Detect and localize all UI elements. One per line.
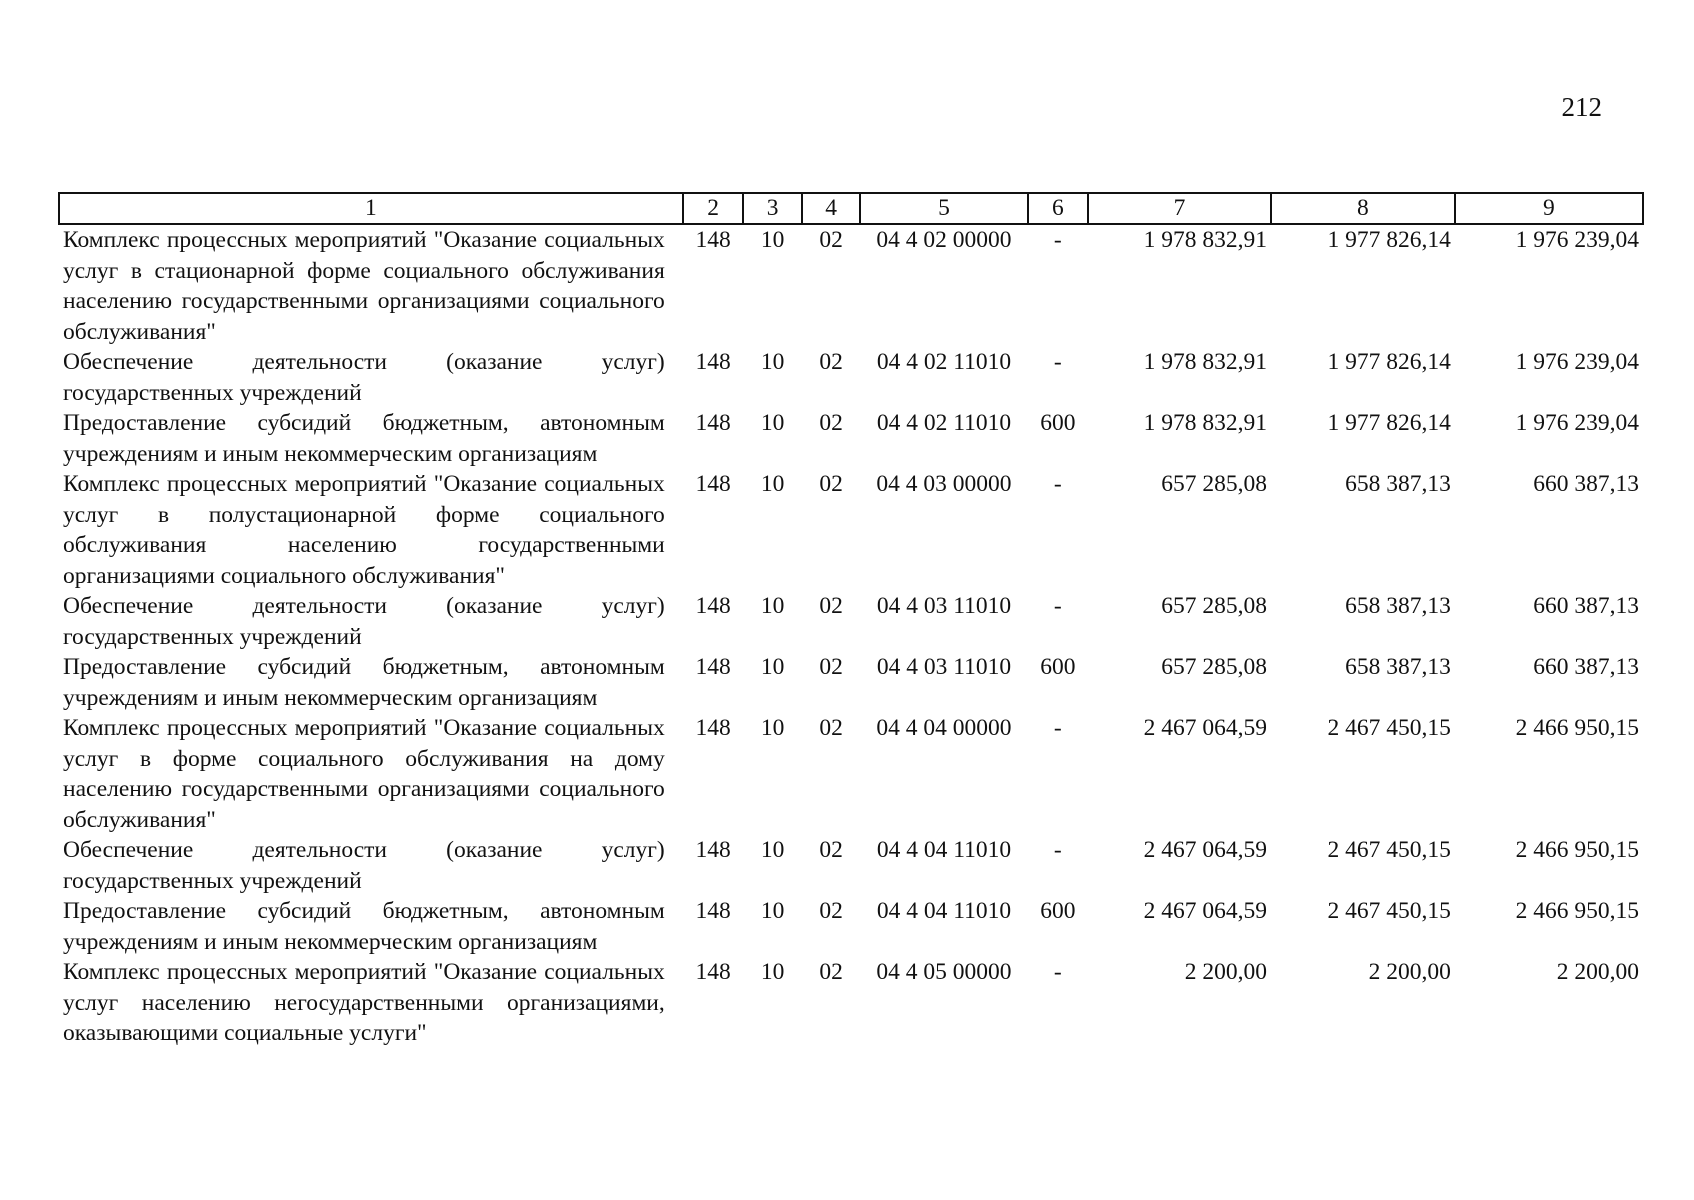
row-amount-col8: 658 387,13: [1345, 471, 1451, 497]
row-admin-code: 148: [695, 227, 731, 253]
row-subsection: 02: [819, 471, 843, 497]
row-target-code: 04 4 04 00000: [876, 715, 1012, 741]
row-amount-col9: 2 466 950,15: [1515, 837, 1639, 863]
row-target-code: 04 4 03 11010: [876, 593, 1012, 619]
row-target-code: 04 4 03 11010: [876, 654, 1012, 680]
table-row: [59, 591, 1643, 652]
row-subsection: 02: [819, 227, 843, 253]
row-amount-col7: 1 978 832,91: [1143, 410, 1267, 436]
row-amount-col9: 2 200,00: [1556, 959, 1639, 985]
row-amount-col8: 1 977 826,14: [1327, 227, 1451, 253]
col-header: 5: [860, 193, 1027, 224]
row-admin-code: 148: [695, 593, 731, 619]
row-name: Предоставление субсидий бюджетным, автономным учреждениям и иным некоммерческим организациям: [63, 898, 665, 955]
row-subsection: 02: [819, 715, 843, 741]
row-amount-col7: 1 978 832,91: [1143, 227, 1267, 253]
row-amount-col8: 2 200,00: [1368, 959, 1451, 985]
row-amount-col9: 1 976 239,04: [1515, 410, 1639, 436]
row-amount-col9: 2 466 950,15: [1515, 715, 1639, 741]
row-amount-col8: 1 977 826,14: [1327, 410, 1451, 436]
row-expense-type: -: [1053, 715, 1062, 741]
row-amount-col9: 1 976 239,04: [1515, 227, 1639, 253]
row-subsection: 02: [819, 959, 843, 985]
row-section: 10: [760, 654, 785, 680]
row-target-code: 04 4 05 00000: [876, 959, 1012, 985]
row-expense-type: -: [1053, 837, 1062, 863]
row-subsection: 02: [819, 654, 843, 680]
row-admin-code: 148: [695, 715, 731, 741]
table-row: [59, 713, 1643, 835]
row-section: 10: [760, 471, 785, 497]
row-expense-type: 600: [1040, 410, 1076, 436]
row-section: 10: [760, 959, 785, 985]
row-name: Предоставление субсидий бюджетным, автономным учреждениям и иным некоммерческим организациям: [63, 410, 665, 467]
row-amount-col8: 2 467 450,15: [1327, 837, 1451, 863]
table-row: [59, 652, 1643, 713]
row-target-code: 04 4 03 00000: [876, 471, 1012, 497]
row-section: 10: [760, 715, 785, 741]
row-target-code: 04 4 04 11010: [876, 898, 1012, 924]
row-section: 10: [760, 227, 785, 253]
row-expense-type: 600: [1040, 898, 1076, 924]
col-header: 6: [1028, 193, 1089, 224]
row-expense-type: -: [1053, 349, 1062, 375]
row-admin-code: 148: [695, 471, 731, 497]
row-amount-col7: 657 285,08: [1161, 471, 1267, 497]
row-subsection: 02: [819, 593, 843, 619]
budget-table: [58, 192, 1644, 1049]
row-name: Обеспечение деятельности (оказание услуг) государственных учреждений: [63, 593, 665, 650]
row-amount-col9: 2 466 950,15: [1515, 898, 1639, 924]
table-row: [59, 224, 1643, 347]
table-row: [59, 957, 1643, 1049]
row-section: 10: [760, 837, 785, 863]
row-expense-type: -: [1053, 959, 1062, 985]
row-admin-code: 148: [695, 959, 731, 985]
row-expense-type: -: [1053, 593, 1062, 619]
table-row: [59, 347, 1643, 408]
row-amount-col7: 2 467 064,59: [1143, 837, 1267, 863]
row-target-code: 04 4 02 11010: [876, 349, 1012, 375]
col-header: 7: [1088, 193, 1271, 224]
table-row: [59, 896, 1643, 957]
header-row: [59, 193, 1643, 224]
row-amount-col7: 2 200,00: [1184, 959, 1267, 985]
row-expense-type: -: [1053, 227, 1062, 253]
row-section: 10: [760, 593, 785, 619]
row-target-code: 04 4 02 00000: [876, 227, 1012, 253]
row-section: 10: [760, 349, 785, 375]
row-target-code: 04 4 04 11010: [876, 837, 1012, 863]
row-amount-col8: 2 467 450,15: [1327, 898, 1451, 924]
row-subsection: 02: [819, 837, 843, 863]
row-amount-col9: 660 387,13: [1533, 471, 1639, 497]
row-expense-type: 600: [1040, 654, 1076, 680]
row-amount-col7: 2 467 064,59: [1143, 715, 1267, 741]
row-amount-col7: 1 978 832,91: [1143, 349, 1267, 375]
col-header: 8: [1271, 193, 1455, 224]
row-admin-code: 148: [695, 837, 731, 863]
row-subsection: 02: [819, 349, 843, 375]
col-header: 3: [743, 193, 802, 224]
row-amount-col7: 2 467 064,59: [1143, 898, 1267, 924]
row-amount-col9: 660 387,13: [1533, 593, 1639, 619]
table-row: [59, 835, 1643, 896]
row-amount-col9: 1 976 239,04: [1515, 349, 1639, 375]
col-header: 9: [1455, 193, 1643, 224]
row-expense-type: -: [1053, 471, 1062, 497]
col-header: 4: [802, 193, 861, 224]
row-admin-code: 148: [695, 349, 731, 375]
row-amount-col8: 2 467 450,15: [1327, 715, 1451, 741]
row-name: Комплекс процессных мероприятий "Оказание социальных услуг в стационарной форме социального обслуживания населению государственными организациями социального обслуживания": [63, 227, 665, 345]
row-name: Комплекс процессных мероприятий "Оказание социальных услуг населению негосударственными организациями, оказывающими социальные услуги": [63, 959, 665, 1046]
row-amount-col8: 1 977 826,14: [1327, 349, 1451, 375]
row-name: Комплекс процессных мероприятий "Оказание социальных услуг в форме социального обслуживания на дому населению государственными организациями социального обслуживания": [63, 715, 665, 833]
table-row: [59, 469, 1643, 591]
row-name: Обеспечение деятельности (оказание услуг) государственных учреждений: [63, 349, 665, 406]
row-target-code: 04 4 02 11010: [876, 410, 1012, 436]
row-name: Обеспечение деятельности (оказание услуг) государственных учреждений: [63, 837, 665, 894]
col-header: 2: [683, 193, 744, 224]
row-subsection: 02: [819, 898, 843, 924]
row-amount-col7: 657 285,08: [1161, 593, 1267, 619]
row-name: Предоставление субсидий бюджетным, автономным учреждениям и иным некоммерческим организациям: [63, 654, 665, 711]
row-section: 10: [760, 898, 785, 924]
row-amount-col7: 657 285,08: [1161, 654, 1267, 680]
row-admin-code: 148: [695, 654, 731, 680]
row-section: 10: [760, 410, 785, 436]
table-row: [59, 408, 1643, 469]
row-amount-col9: 660 387,13: [1533, 654, 1639, 680]
row-name: Комплекс процессных мероприятий "Оказание социальных услуг в полустационарной форме социального обслуживания населению государственными организациями социального обслуживания": [63, 471, 665, 589]
col-header: 1: [59, 193, 683, 224]
row-subsection: 02: [819, 410, 843, 436]
row-admin-code: 148: [695, 410, 731, 436]
row-amount-col8: 658 387,13: [1345, 654, 1451, 680]
row-amount-col8: 658 387,13: [1345, 593, 1451, 619]
row-admin-code: 148: [695, 898, 731, 924]
page-number: 212: [1561, 92, 1602, 122]
